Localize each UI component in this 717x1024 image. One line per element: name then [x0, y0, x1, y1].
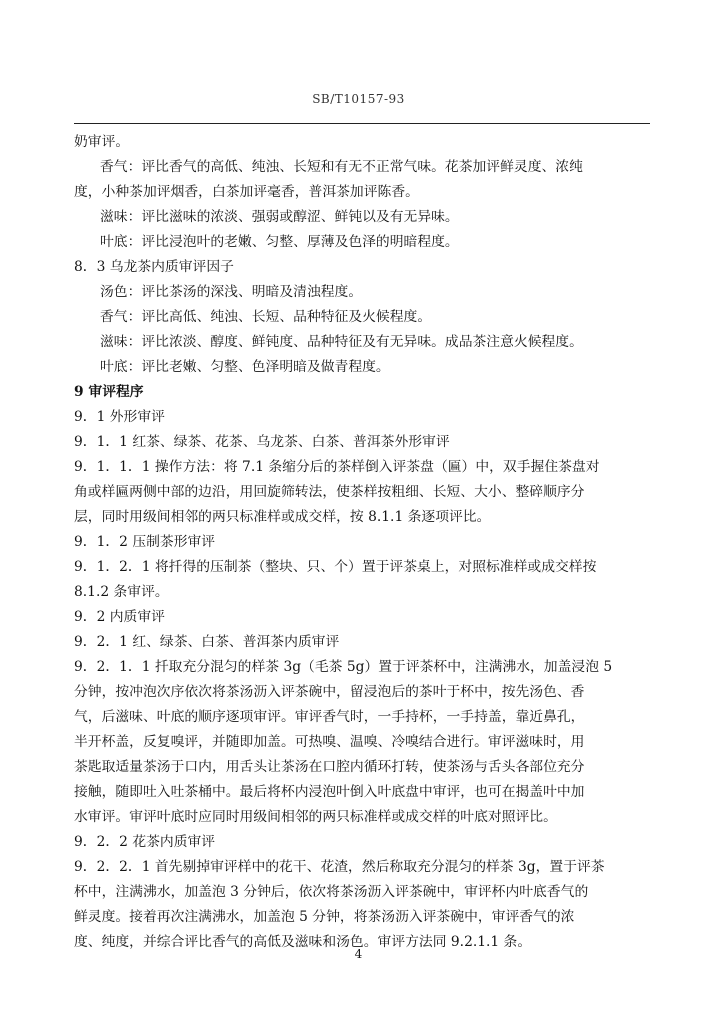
section-heading: 9．2 内质审评 — [74, 609, 165, 625]
section-heading: 8．3 乌龙茶内质审评因子 — [74, 259, 234, 275]
section-heading: 9．1．2 压制茶形审评 — [74, 534, 216, 550]
header-rule — [74, 123, 650, 124]
text-line: 8.1.2 条审评。 — [74, 584, 169, 600]
document-body — [74, 130, 650, 955]
text-line: 度、纯度，并综合评比香气的高低及滋味和汤色。审评方法同 9.2.1.1 条。 — [74, 934, 532, 950]
text-line: 茶匙取适量茶汤于口内，用舌头让茶汤在口腔内循环打转，使茶汤与舌头各部位充分 — [74, 759, 585, 775]
standard-code-header: SB/T10157-93 — [312, 92, 405, 106]
text-line: 滋味：评比浓淡、醇度、鲜钝度、品种特征及有无异味。成品茶注意火候程度。 — [100, 334, 583, 350]
text-line: 汤色：评比茶汤的深浅、明暗及清浊程度。 — [100, 284, 363, 300]
text-line: 气，后滋味、叶底的顺序逐项审评。审评香气时，一手持杯，一手持盖，靠近鼻孔， — [74, 709, 585, 725]
text-line: 水审评。审评叶底时应同时用级间相邻的两只标准样或成交样的叶底对照评比。 — [74, 809, 557, 825]
text-line: 鲜灵度。接着再次注满沸水，加盖泡 5 分钟，将茶汤沥入评茶碗中，审评香气的浓 — [74, 909, 575, 925]
text-line: 层，同时用级间相邻的两只标准样或成交样，按 8.1.1 条逐项评比。 — [74, 509, 491, 525]
text-line: 半开杯盖，反复嗅评，并随即加盖。可热嗅、温嗅、冷嗅结合进行。审评滋味时，用 — [74, 734, 585, 750]
text-line: 9．2．1．1 扦取充分混匀的样茶 3g（毛茶 5g）置于评茶杯中，注满沸水，加盖浸泡 5 — [74, 659, 613, 675]
text-line: 香气：评比高低、纯浊、长短、品种特征及火候程度。 — [100, 309, 432, 325]
section-heading: 9．1 外形审评 — [74, 409, 165, 425]
text-line: 香气：评比香气的高低、纯浊、长短和有无不正常气味。花茶加评鲜灵度、浓纯 — [100, 159, 583, 175]
text-line: 叶底：评比老嫩、匀整、色泽明暗及做青程度。 — [100, 359, 390, 375]
section-heading: 9．1．1 红茶、绿茶、花茶、乌龙茶、白茶、普洱茶外形审评 — [74, 434, 450, 450]
text-line: 滋味：评比滋味的浓淡、强弱或醇涩、鲜钝以及有无异味。 — [100, 209, 459, 225]
section-heading: 9．2．1 红、绿茶、白茶、普洱茶内质审评 — [74, 634, 340, 650]
page-number: 4 — [354, 947, 363, 961]
text-line: 接触，随即吐入吐茶桶中。最后将杯内浸泡叶倒入叶底盘中审评，也可在揭盖叶中加 — [74, 784, 585, 800]
text-line: 9．1．1．1 操作方法：将 7.1 条缩分后的茶样倒入评茶盘（匾）中，双手握住茶盘对 — [74, 459, 600, 475]
text-line: 杯中，注满沸水，加盖泡 3 分钟后，依次将茶汤沥入评茶碗中，审评杯内叶底香气的 — [74, 884, 589, 900]
section-heading: 9．2．2 花茶内质审评 — [74, 834, 216, 850]
section-heading: 9 审评程序 — [74, 384, 144, 400]
text-line: 叶底：评比浸泡叶的老嫩、匀整、厚薄及色泽的明暗程度。 — [100, 234, 459, 250]
text-line: 奶审评。 — [74, 134, 130, 150]
text-line: 9．1．2．1 将扦得的压制茶（整块、只、个）置于评茶桌上，对照标准样或成交样按 — [74, 559, 597, 575]
text-line: 角或样匾两侧中部的边沿，用回旋筛转法，使茶样按粗细、长短、大小、整碎顺序分 — [74, 484, 585, 500]
text-line: 分钟，按冲泡次序依次将茶汤沥入评茶碗中，留浸泡后的茶叶于杯中，按先汤色、香 — [74, 684, 585, 700]
text-line: 9．2．2．1 首先剔掉审评样中的花干、花渣，然后称取充分混匀的样茶 3g，置于评茶 — [74, 859, 605, 875]
text-line: 度，小种茶加评烟香，白茶加评毫香，普洱茶加评陈香。 — [74, 184, 419, 200]
